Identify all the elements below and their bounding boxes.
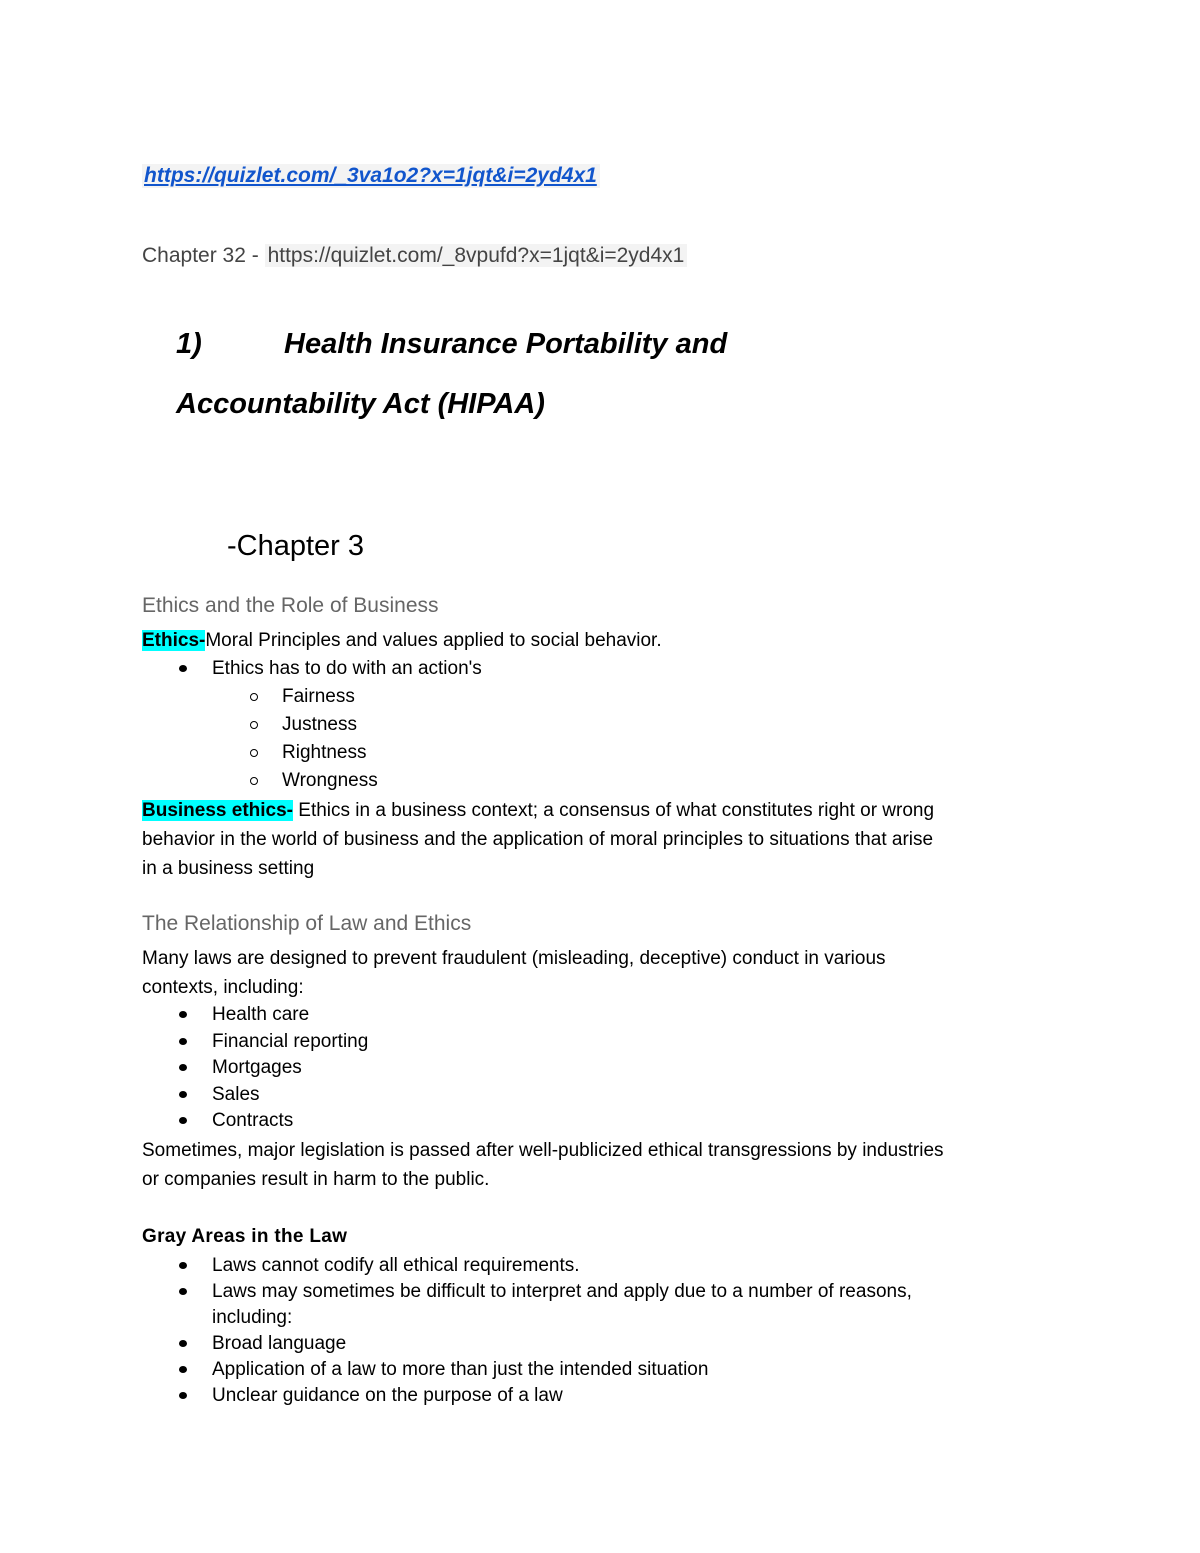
- section-title-ethics: Ethics and the Role of Business: [142, 594, 439, 617]
- chapter32-label: Chapter 32 -: [142, 244, 259, 267]
- list-item: Laws cannot codify all ethical requirements.: [212, 1252, 912, 1278]
- bullet-icon: [179, 1288, 187, 1295]
- ethics-sub-list: [282, 683, 378, 795]
- section-title-gray-areas: Gray Areas in the Law: [142, 1226, 348, 1247]
- ethics-term: Ethics-: [142, 630, 206, 651]
- chapter32-url[interactable]: https://quizlet.com/_8vpufd?x=1jqt&i=2yd4x1: [265, 244, 688, 267]
- bullet-icon: [179, 665, 187, 672]
- intro-line-2: contexts, including:: [142, 977, 304, 998]
- heading-line-2: Accountability Act (HIPAA): [176, 388, 545, 420]
- section-title-law-ethics: The Relationship of Law and Ethics: [142, 912, 472, 935]
- ethics-bullet-list: [212, 655, 482, 682]
- bullet-icon: [179, 1340, 187, 1347]
- bullet-icon: [179, 1366, 187, 1373]
- chapter-title: -Chapter 3: [227, 530, 365, 562]
- list-item: Fairness: [282, 683, 378, 711]
- closing-line-1: Sometimes, major legislation is passed after well-publicized ethical transgressions by industries: [142, 1140, 944, 1161]
- business-ethics-term: Business ethics-: [142, 800, 293, 821]
- business-def-1: Ethics in a business context; a consensus of what constitutes right or wrong: [293, 800, 935, 821]
- bullet-icon: [179, 1117, 187, 1124]
- heading-line-1: Health Insurance Portability and: [284, 328, 728, 360]
- list-item: Ethics has to do with an action's: [212, 655, 482, 682]
- list-item: Health care: [212, 1001, 368, 1028]
- hollow-bullet-icon: [250, 777, 258, 785]
- hollow-bullet-icon: [250, 749, 258, 757]
- list-item: Wrongness: [282, 767, 378, 795]
- list-item: Laws may sometimes be difficult to interpret and apply due to a number of reasons,: [212, 1278, 912, 1304]
- business-def-3: in a business setting: [142, 858, 315, 879]
- gray-areas-list: [212, 1252, 912, 1408]
- chapter32-line: [142, 244, 687, 268]
- bullet-icon: [179, 1064, 187, 1071]
- business-ethics-definition: [142, 796, 1062, 883]
- closing-line-2: or companies result in harm to the public.: [142, 1169, 490, 1190]
- law-ethics-intro: [142, 944, 1062, 1002]
- list-item: Sales: [212, 1081, 368, 1108]
- list-item: Rightness: [282, 739, 378, 767]
- hollow-bullet-icon: [250, 721, 258, 729]
- bullet-icon: [179, 1011, 187, 1018]
- law-ethics-closing: [142, 1136, 1062, 1194]
- list-item: Broad language: [212, 1330, 912, 1356]
- bullet-icon: [179, 1091, 187, 1098]
- business-def-2: behavior in the world of business and the application of moral principles to situations that arise: [142, 829, 934, 850]
- list-item: Application of a law to more than just the intended situation: [212, 1356, 912, 1382]
- list-item: Unclear guidance on the purpose of a law: [212, 1382, 912, 1408]
- heading-number: 1): [176, 328, 202, 360]
- list-item: Financial reporting: [212, 1028, 368, 1055]
- ethics-definition: [142, 627, 662, 655]
- list-item: including:: [212, 1307, 293, 1328]
- ethics-def: Moral Principles and values applied to social behavior.: [205, 630, 662, 651]
- list-item: Contracts: [212, 1107, 368, 1134]
- bullet-icon: [179, 1038, 187, 1045]
- intro-line-1: Many laws are designed to prevent fraudulent (misleading, deceptive) conduct in various: [142, 948, 886, 969]
- law-contexts-list: [212, 1001, 368, 1134]
- hollow-bullet-icon: [250, 693, 258, 701]
- bullet-icon: [179, 1392, 187, 1399]
- list-item: Mortgages: [212, 1054, 368, 1081]
- bullet-icon: [179, 1262, 187, 1269]
- quizlet-link[interactable]: https://quizlet.com/_3va1o2?x=1jqt&i=2yd4x1: [142, 164, 600, 188]
- list-item: Justness: [282, 711, 378, 739]
